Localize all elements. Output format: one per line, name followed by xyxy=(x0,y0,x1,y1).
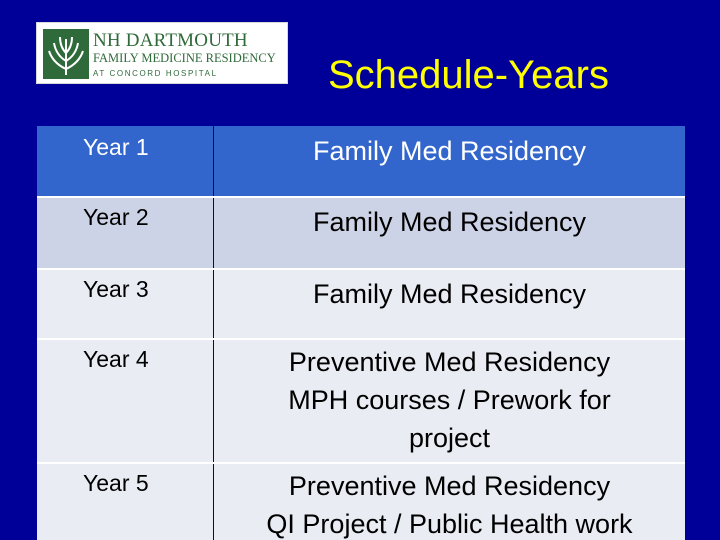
logo-program: FAMILY MEDICINE RESIDENCY xyxy=(93,51,276,65)
program-cell xyxy=(214,126,685,196)
program-line: project xyxy=(408,423,491,453)
year-cell xyxy=(37,340,213,462)
table-row xyxy=(37,126,685,196)
year-label: Year 1 xyxy=(83,134,149,160)
residency-logo xyxy=(36,22,288,84)
program-line: Family Med Residency xyxy=(312,279,587,309)
table-row xyxy=(37,340,685,462)
year-cell xyxy=(37,270,213,338)
schedule-table xyxy=(37,126,685,540)
table-row xyxy=(37,198,685,268)
program-line: Preventive Med Residency xyxy=(288,471,611,501)
program-cell xyxy=(214,270,685,338)
year-label: Year 4 xyxy=(83,346,149,372)
year-cell xyxy=(37,464,213,540)
program-cell xyxy=(214,464,685,540)
program-line: QI Project / Public Health work xyxy=(266,509,633,539)
program-line: Family Med Residency xyxy=(312,136,587,166)
year-label: Year 2 xyxy=(83,204,149,230)
program-line: Preventive Med Residency xyxy=(288,347,611,377)
logo-location: AT CONCORD HOSPITAL xyxy=(93,69,218,78)
year-cell xyxy=(37,126,213,196)
slide-title: Schedule-Years xyxy=(328,53,609,97)
year-label: Year 5 xyxy=(83,470,149,496)
program-line: Family Med Residency xyxy=(312,207,587,237)
table-row xyxy=(37,464,685,540)
year-cell xyxy=(37,198,213,268)
year-label: Year 3 xyxy=(83,276,149,302)
program-line: MPH courses / Prework for xyxy=(288,385,611,415)
logo-name: NH DARTMOUTH xyxy=(93,30,248,51)
program-cell xyxy=(214,198,685,268)
table-row xyxy=(37,270,685,338)
program-cell xyxy=(214,340,685,462)
leaf-logo-icon xyxy=(43,29,89,79)
